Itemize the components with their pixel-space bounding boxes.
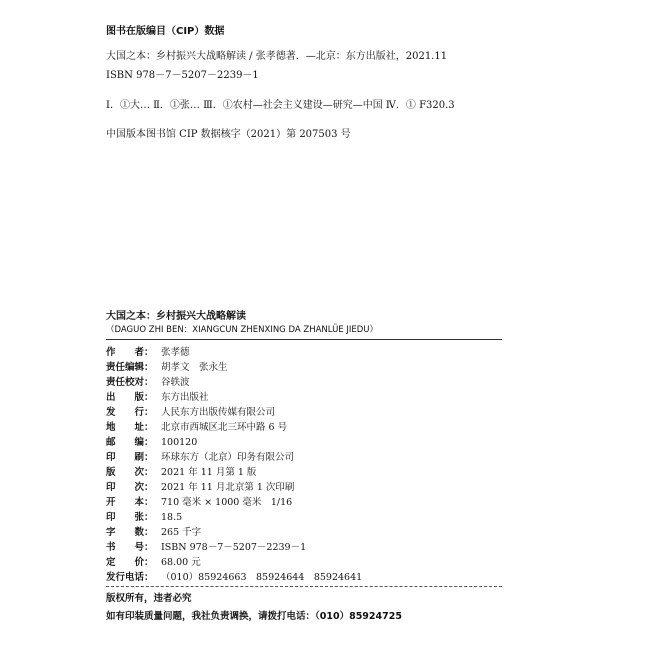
info-label: 责任编辑： [106, 362, 154, 373]
info-row-edition [106, 464, 256, 478]
info-label: 印 次： [106, 482, 154, 493]
info-row-price [106, 554, 201, 568]
info-value: 265 千字 [161, 527, 202, 538]
info-value: 胡孝文 张永生 [161, 362, 228, 373]
info-row-printer [106, 449, 294, 463]
info-label: 发行电话： [106, 572, 154, 583]
cip-line-isbn: ISBN 978－7－5207－2239－1 [106, 70, 259, 81]
cip-line-data-number: 中国版本图书馆 CIP 数据核字（2021）第 207503 号 [106, 129, 351, 140]
info-value: 100120 [161, 437, 198, 448]
info-row-distributor [106, 404, 275, 418]
info-value: 张孝德 [161, 347, 190, 358]
info-row-isbn [106, 539, 306, 553]
info-value: 68.00 元 [161, 557, 201, 568]
info-label: 地 址： [106, 422, 154, 433]
info-value: 环球东方（北京）印务有限公司 [161, 452, 295, 463]
info-value: 2021 年 11 月北京第 1 次印刷 [161, 482, 295, 493]
info-value: （010）85924663 85924644 85924641 [161, 572, 363, 583]
info-row-format [106, 494, 292, 508]
info-label: 出 版： [106, 392, 154, 403]
info-value: 东方出版社 [161, 392, 209, 403]
cip-line-classification: Ⅰ．①大… Ⅱ．①张… Ⅲ．①农村—社会主义建设—研究—中国 Ⅳ．① F320.3 [106, 100, 455, 111]
info-label: 书 号： [106, 542, 154, 553]
cip-line-title: 大国之本：乡村振兴大战略解读 / 张孝德著．—北京：东方出版社，2021.11 [106, 51, 448, 62]
info-value: 北京市西城区北三环中路 6 号 [161, 422, 288, 433]
info-value: 2021 年 11 月第 1 版 [161, 467, 257, 478]
info-label: 版 次： [106, 467, 154, 478]
info-row-author [106, 344, 190, 358]
info-label: 发 行： [106, 407, 154, 418]
info-row-phone [106, 569, 362, 583]
info-row-address [106, 419, 287, 433]
info-label: 责任校对： [106, 377, 154, 388]
info-row-sheets [106, 509, 182, 523]
info-label: 定 价： [106, 557, 154, 568]
info-label: 印 张： [106, 512, 154, 523]
info-label: 开 本： [106, 497, 154, 508]
info-row-editor [106, 359, 228, 373]
info-row-publisher [106, 389, 209, 403]
quality-notice: 如有印装质量问题，我社负责调换，请拨打电话：（010）85924725 [106, 611, 402, 622]
bottom-rule [106, 586, 502, 587]
copyright-notice: 版权所有，违者必究 [106, 593, 192, 604]
info-row-postcode [106, 434, 197, 448]
book-title-pinyin: （DAGUO ZHI BEN：XIANGCUN ZHENXING DA ZHANLÜE JIEDU） [106, 325, 379, 335]
info-value: 710 毫米 × 1000 毫米 1/16 [161, 497, 293, 508]
book-title: 大国之本：乡村振兴大战略解读 [106, 311, 246, 322]
info-row-wordcount [106, 524, 201, 538]
info-value: 谷轶波 [161, 377, 190, 388]
info-row-proofreader [106, 374, 190, 388]
info-row-printing [106, 479, 294, 493]
info-value: 18.5 [161, 512, 183, 523]
info-value: ISBN 978－7－5207－2239－1 [161, 542, 307, 553]
top-rule [106, 339, 502, 340]
info-label: 印 刷： [106, 452, 154, 463]
info-label: 作 者： [106, 347, 154, 358]
cip-heading: 图书在版编目（CIP）数据 [106, 26, 225, 37]
info-label: 字 数： [106, 527, 154, 538]
info-label: 邮 编： [106, 437, 154, 448]
info-value: 人民东方出版传媒有限公司 [161, 407, 276, 418]
